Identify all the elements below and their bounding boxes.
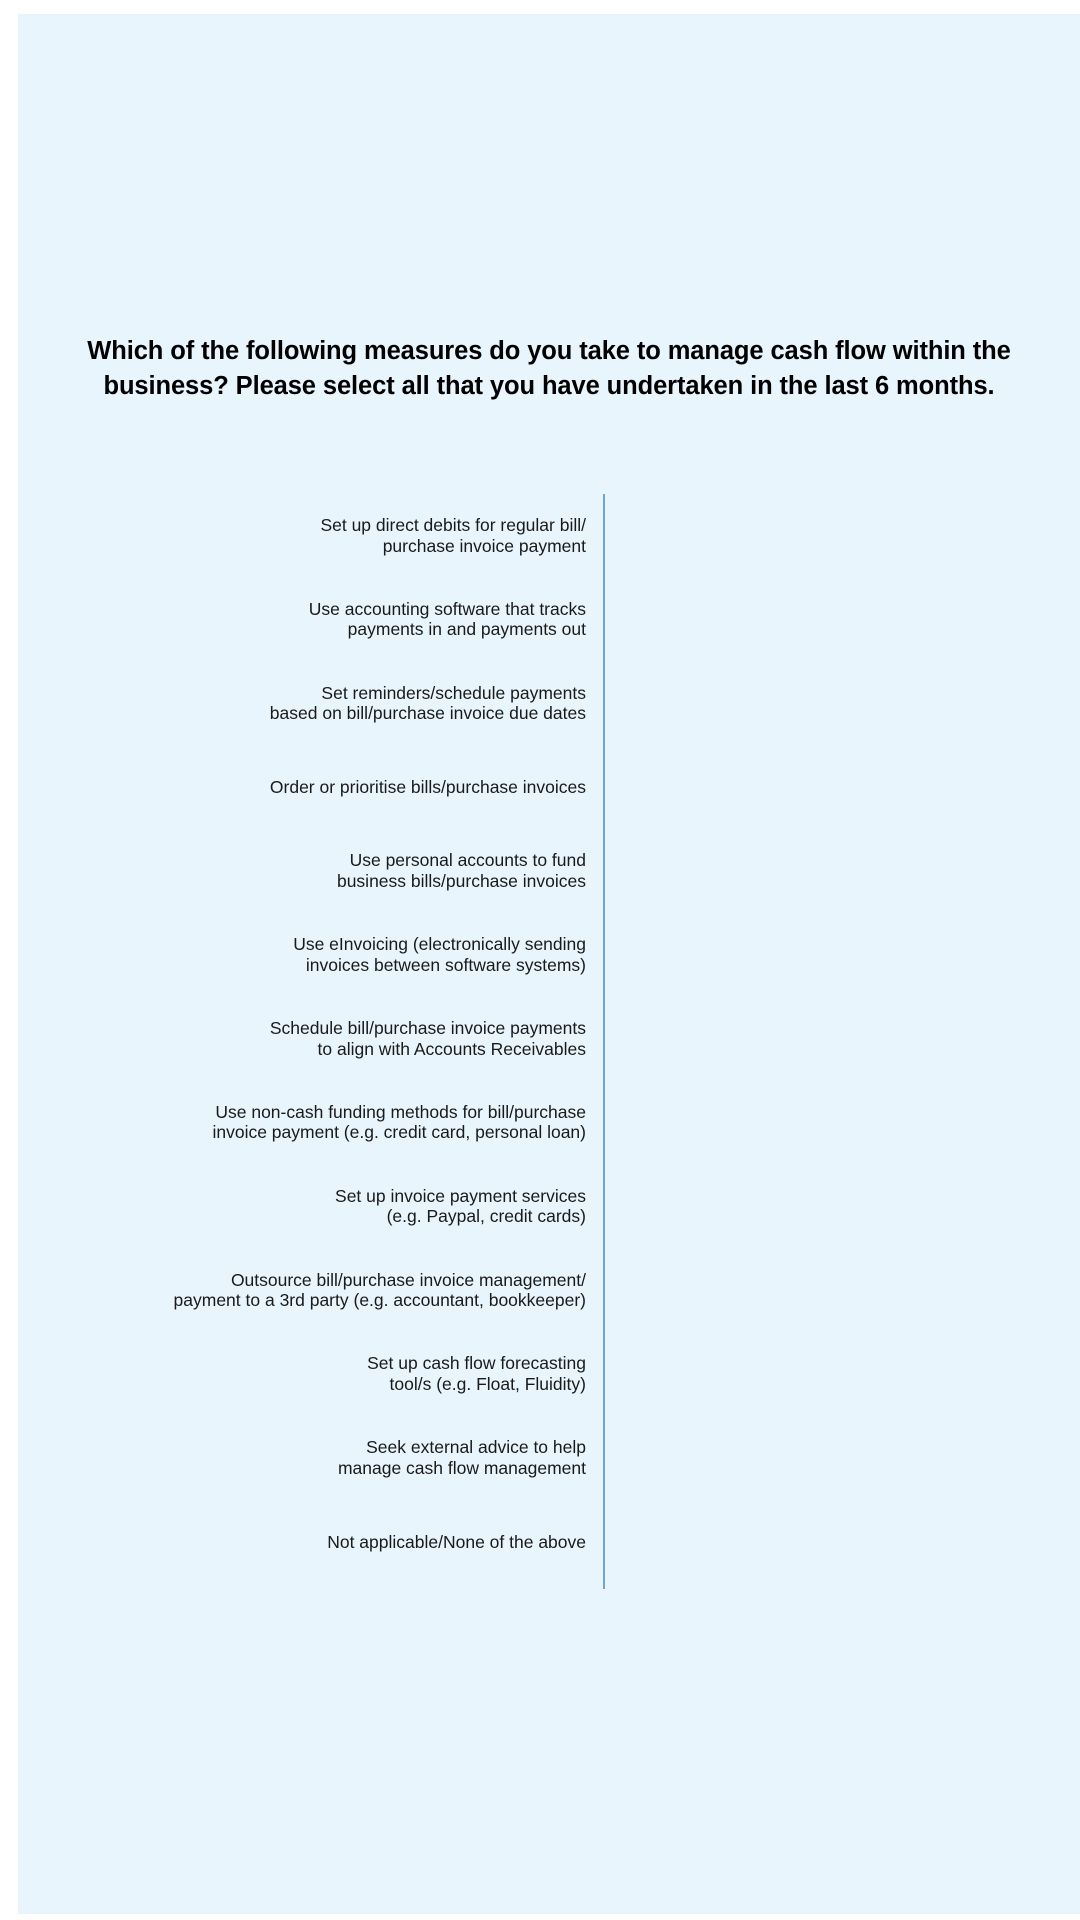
category-label-line: Use eInvoicing (electronically sending bbox=[293, 934, 586, 955]
chart-plot-area bbox=[58, 494, 1038, 1594]
category-label-line: Seek external advice to help bbox=[366, 1437, 586, 1458]
category-label-line: invoice payment (e.g. credit card, personal loan) bbox=[212, 1122, 586, 1143]
category-label bbox=[58, 1353, 586, 1394]
category-label-line: Use accounting software that tracks bbox=[308, 598, 586, 619]
category-label bbox=[58, 934, 586, 975]
category-label-line: payments in and payments out bbox=[347, 619, 586, 640]
category-label-line: Order or prioritise bills/purchase invoices bbox=[269, 776, 586, 797]
category-label bbox=[58, 850, 586, 891]
category-label bbox=[58, 1437, 586, 1478]
category-label bbox=[58, 1532, 586, 1553]
category-label-line: Outsource bill/purchase invoice management/ bbox=[230, 1269, 586, 1290]
chart-title: Which of the following measures do you take to manage cash flow within the business? Please select all that you have undertaken in the last 6 months. bbox=[87, 337, 1011, 400]
category-label bbox=[58, 515, 586, 556]
category-label-line: Use non-cash funding methods for bill/purchase bbox=[215, 1101, 586, 1122]
category-label-line: to align with Accounts Receivables bbox=[317, 1038, 586, 1059]
category-label-line: Set up invoice payment services bbox=[335, 1185, 586, 1206]
category-label-line: Set up direct debits for regular bill/ bbox=[320, 514, 586, 535]
category-label bbox=[58, 1102, 586, 1143]
category-label bbox=[58, 599, 586, 640]
category-label-line: purchase invoice payment bbox=[382, 535, 586, 556]
chart-page bbox=[18, 14, 1080, 1914]
category-label-line: manage cash flow management bbox=[337, 1457, 586, 1478]
category-label-line: Set up cash flow forecasting bbox=[367, 1353, 586, 1374]
category-label-line: Use personal accounts to fund bbox=[349, 850, 586, 871]
category-label-line: Set reminders/schedule payments bbox=[321, 682, 586, 703]
category-label-line: tool/s (e.g. Float, Fluidity) bbox=[389, 1374, 586, 1395]
category-label bbox=[58, 777, 586, 798]
category-label bbox=[58, 1186, 586, 1227]
category-label bbox=[58, 1018, 586, 1059]
category-label-line: business bills/purchase invoices bbox=[336, 870, 586, 891]
category-label-line: based on bill/purchase invoice due dates bbox=[269, 703, 586, 724]
category-label bbox=[58, 1270, 586, 1311]
category-label-line: Schedule bill/purchase invoice payments bbox=[269, 1018, 586, 1038]
category-label-line: Not applicable/None of the above bbox=[327, 1531, 586, 1552]
category-label bbox=[58, 683, 586, 724]
value-axis-line bbox=[603, 494, 605, 1589]
category-label-line: (e.g. Paypal, credit cards) bbox=[386, 1206, 586, 1227]
category-label-line: invoices between software systems) bbox=[305, 954, 586, 975]
category-label-line: payment to a 3rd party (e.g. accountant, bookkeeper) bbox=[173, 1290, 586, 1311]
